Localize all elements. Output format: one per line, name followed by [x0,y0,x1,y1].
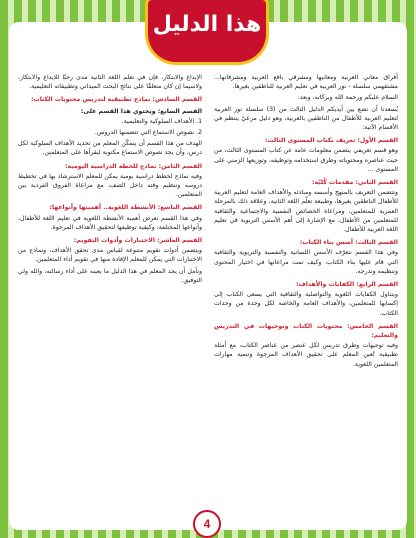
section-heading: القسم الأول: تعريف بكتاب المستوى الثالث: [264,137,398,145]
page-number: 4 [193,510,221,538]
paragraph: ويتناول الكفايات اللغوية والتواصلية والثقافية التي يسعى الكتاب إلى إكسابها للمتعلمين، والأهداف العامة والخاصة لكل وحدة من وحدات الكتاب. [214,291,398,317]
paragraph: أفراق معاني العربية ومعانيها ومشرقي باقع العربية ومشرقاتها... مشتقهمي سلسلة - نور العربية في تعليم العربية للناطقين بغيرها. [214,74,398,91]
paragraph: يُسعدنا أن نضع بين أيديكم الدليل الثالث من (3) سلسلة نور العربية لتعليم العربية للأطفال من الناطقين بالعربية، وهو دليل مرعيّ ينتظم في الأقسام الآتية: [214,105,398,132]
paragraph: 1. الأهداف السلوكية والتعليمية. [121,117,202,125]
paragraph: ونأمل أن يجد المعلم في هذا الدليل ما يعينه على أداء رسالته، والله ولي التوفيق. [18,267,202,284]
subsection-heading: القسم السابع: ويحتوي هذا القسم على: [80,107,202,115]
paragraph: وهو قسم تعريفي يتضمن معلومات عامة عن كتاب المستوى الثالث، من حيث عناصره ومحتوياته وطرق استخدامه وتوظيفه، وتوزيعها الزمني على المستوى ... [214,147,398,173]
section-heading: القسم التاسع: الأنشطة اللغوية.. أهميتها وأنواعها: [49,204,202,212]
paragraph: وفيه نماذج لخطط دراسية يومية يمكن للمعلم الاسترشاد بها في تخطيط دروسه وتنظيم وقته داخل الصف، مع مراعاة الفروق الفردية بين المتعلمين. [18,172,202,199]
content-columns [18,72,398,490]
right-column [214,72,398,490]
paragraph: الهدف من هذا القسم أن يتمكّن المعلم من تحديد الأهداف السلوكية لكل درس، وأن يجد نصوص الاستماع مكتوبة ليقرأها على المتعلمين. [18,140,202,157]
section-heading: القسم الثامن: نماذج للخطة الدراسية اليومية: [65,162,202,170]
section-heading: القسم العاشر: الاختبارات وأدوات التقويم: [73,237,202,245]
paragraph: ويتضمن أدوات تقويم متنوعة لقياس مدى تحقق الأهداف، ونماذج من الاختبارات التي يمكن للمعلم الإفادة منها في تقويم أداء المتعلمين. [18,247,202,264]
section-heading: القسم الرابع: الكفايات والأهداف: [296,281,398,289]
paragraph: الإبداع والابتكار، فإن في تعلم اللغة الثانية مدى رحبًا للإبداع والابتكار، ولاسيما إن كان متعلقًا على نتائج البحث الميداني وتطبيقاته التعليمية. [18,74,202,91]
section-heading: القسم السادس: نماذج تطبيقية لتدريس محتويات الكتاب: [31,96,202,104]
page-title: هذا الدليل [152,12,262,37]
paragraph: وفيه توجيهات وطرق تدريس لكل عنصر من عناصر الكتاب، مع أمثلة تطبيقية تُعين المعلم على تحقيق الأهداف المرجوة وتنمية مهارات المتعلمين اللغوية. [214,342,398,368]
paragraph: السلام عليكم ورحمة الله وبركاته، وبعد: [297,94,398,102]
paragraph: وفي هذا القسم نتعرّف الأسس اللسانية والنفسية والتربوية والثقافية التي قام عليها بناء الكتاب، وكيف تمت مراعاتها في اختيار المحتوى وتنظيمه وتدرجه. [214,249,398,275]
paragraph: وتتضمن التعريف بالمنهج وأسسه ومبادئه والأهداف العامة لتعليم العربية للأطفال الناطقين بغيرها، وطبيعة تعلّم اللغة الثانية، وعلاقة ذلك بالمرحلة العمرية للمتعلمين، ومراعاة الخصائص النفسية والاجتماعية والثقافية للمتعلمين من الأطفال، مع الإشارة إلى أهم الأسس التربوية في تعليم اللغة العربية للأطفال. [214,189,398,234]
paragraph: وفي هذا القسم نعرض أهمية الأنشطة اللغوية في تعليم اللغة للأطفال، وأنواعها المختلفة، وكيفية توظيفها لتحقيق الأهداف المرجوة. [18,214,202,231]
section-heading: القسم الثالث: أسس بناء الكتاب: [299,239,398,247]
paragraph: 2. نصوص الاستماع التي تتضمنها الدروس. [94,129,202,137]
section-heading: القسم الثاني: مقدمات كُليّة: [312,179,398,187]
left-column [18,72,202,490]
section-heading: القسم الخامس: محتويات الكتاب وتوجيهات في التدريس والتعليم: [214,322,398,340]
